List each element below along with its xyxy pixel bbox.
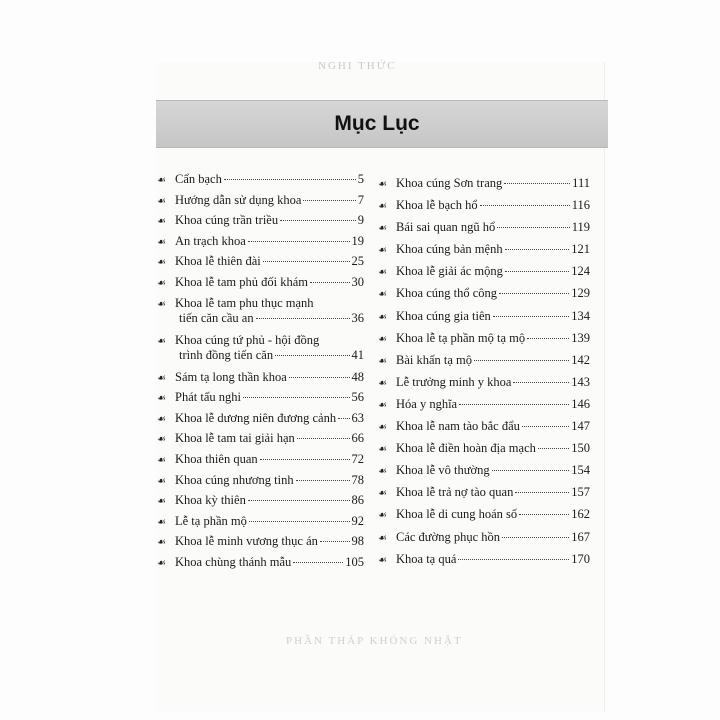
toc-entry-title: trình đồng tiến căn (179, 347, 274, 362)
toc-entry-page: 25 (351, 254, 364, 269)
dot-leader (293, 562, 343, 563)
toc-entry-title: Khoa chùng thánh mẫu (175, 554, 292, 569)
leaf-bullet-icon: ☙ (378, 223, 387, 235)
dot-leader (256, 318, 350, 319)
title-banner (156, 100, 608, 148)
toc-entry (157, 452, 364, 467)
toc-entry-title: Lễ trưởng minh y khoa (396, 374, 512, 389)
leaf-bullet-icon: ☙ (378, 444, 387, 456)
dot-leader (260, 459, 350, 460)
toc-entry-title: Khoa tạ quá (396, 551, 457, 566)
page-title: Mục Lục (334, 112, 420, 135)
toc-entry-title: Khoa cúng bản mệnh (396, 242, 503, 257)
dot-leader (275, 355, 349, 356)
toc-entry-line (175, 275, 364, 290)
leaf-bullet-icon: ☙ (157, 393, 166, 405)
leaf-bullet-icon: ☙ (378, 311, 387, 323)
leaf-bullet-icon: ☙ (157, 454, 166, 466)
toc-entry-title: Sám tạ long thần khoa (175, 369, 287, 384)
toc-entry-line (396, 375, 590, 390)
leaf-bullet-icon: ☙ (157, 277, 166, 289)
leaf-bullet-icon: ☙ (157, 475, 166, 487)
leaf-bullet-icon: ☙ (378, 179, 387, 190)
toc-entry-line (175, 431, 364, 446)
toc-entry-page: 5 (357, 172, 364, 186)
leaf-bullet-icon: ☙ (378, 466, 387, 478)
toc-entry-title: Cẩn bạch (175, 172, 222, 186)
dot-leader (505, 271, 569, 272)
toc-entry-line (396, 441, 590, 456)
toc-entry (157, 193, 364, 208)
toc-entry (378, 198, 590, 213)
toc-entry-line (396, 507, 590, 522)
toc-entry-page: 30 (351, 274, 364, 289)
running-header: NGHI THỨC (318, 60, 397, 72)
toc-entry (157, 555, 364, 570)
toc-entry-line (175, 390, 364, 405)
toc-entry (378, 286, 590, 301)
dot-leader (505, 249, 570, 250)
toc-entry-line (396, 242, 590, 257)
toc-entry-title: Khoa cúng thổ công (396, 286, 498, 301)
toc-entry-page: 157 (571, 485, 590, 500)
dot-leader (338, 418, 349, 419)
toc-entry-page: 143 (571, 374, 590, 389)
toc-entry-page: 116 (571, 198, 590, 213)
toc-entry-line (396, 530, 590, 545)
leaf-bullet-icon: ☙ (157, 537, 166, 549)
toc-entry-line (396, 176, 590, 191)
leaf-bullet-icon: ☙ (378, 554, 387, 566)
leaf-bullet-icon: ☙ (157, 236, 166, 248)
toc-entry (157, 234, 364, 249)
toc-entry-page: 72 (351, 451, 364, 466)
toc-entry-title: Hướng dẫn sử dụng khoa (175, 192, 302, 207)
toc-entry-line (175, 514, 364, 529)
leaf-bullet-icon: ☙ (157, 516, 166, 528)
toc-entry (157, 275, 364, 290)
toc-entry-line (175, 452, 364, 467)
toc-entry-title: An trạch khoa (175, 233, 246, 248)
toc-entry-page: 9 (357, 213, 364, 228)
toc-entry (157, 370, 364, 385)
toc-entry (378, 375, 590, 390)
toc-entry-line (396, 552, 590, 567)
toc-entry (378, 507, 590, 522)
toc-entry (378, 419, 590, 434)
dot-leader (538, 448, 569, 449)
dot-leader (248, 500, 350, 501)
dot-leader (243, 397, 350, 398)
toc-entry-page: 139 (571, 330, 590, 345)
toc-entry-page: 56 (351, 390, 364, 405)
leaf-bullet-icon: ☙ (157, 298, 166, 310)
toc-entry (378, 220, 590, 235)
dot-leader (297, 438, 350, 439)
toc-entry (157, 333, 364, 363)
toc-entry-line (175, 213, 364, 228)
toc-entry-title: Phát tấu nghi (175, 390, 241, 405)
toc-entry (157, 514, 364, 529)
dot-leader (522, 426, 569, 427)
toc-entry-page: 134 (571, 308, 590, 323)
dot-leader (502, 537, 569, 538)
toc-entry-line (396, 286, 590, 301)
toc-entry-line (396, 309, 590, 324)
dot-leader (249, 521, 350, 522)
dot-leader (474, 360, 569, 361)
leaf-bullet-icon: ☙ (378, 355, 387, 367)
toc-entry-title: Các đường phục hồn (396, 529, 500, 544)
toc-entry-title: tiến căn cầu an (179, 310, 254, 325)
toc-entry-title: Khoa lễ nam tào bắc đẩu (396, 419, 520, 434)
toc-entry-page: 78 (351, 472, 364, 487)
toc-entry-title-line1: Khoa cúng tứ phủ - hội đồng (175, 332, 320, 347)
toc-entry-page: 119 (571, 220, 590, 235)
toc-entry-line (396, 264, 590, 279)
toc-entry-title: Khoa cúng nhương tinh (175, 472, 294, 487)
toc-entry-page: 162 (571, 507, 590, 522)
toc-entry-title: Khoa lễ di cung hoán số (396, 507, 518, 522)
toc-entry-page: 63 (351, 410, 364, 425)
toc-entry-page: 41 (351, 347, 364, 362)
toc-entry-line (175, 555, 364, 570)
toc-entry-page: 142 (571, 352, 590, 367)
leaf-bullet-icon: ☙ (378, 289, 387, 301)
toc-entry-title: Khoa lễ bạch hổ (396, 198, 478, 213)
leaf-bullet-icon: ☙ (378, 510, 387, 522)
toc-entry-page: 92 (351, 513, 364, 528)
toc-entry-page: 66 (351, 431, 364, 446)
leaf-bullet-icon: ☙ (157, 216, 166, 228)
toc-entry-page: 121 (571, 242, 590, 257)
toc-entry (157, 296, 364, 326)
toc-left-column (157, 172, 364, 576)
toc-entry (157, 254, 364, 269)
toc-entry-line (175, 234, 364, 249)
toc-entry-title: Lễ tạ phần mộ (175, 513, 247, 528)
toc-entry-line (396, 331, 590, 346)
toc-entry-title: Hóa y nghĩa (396, 396, 458, 411)
toc-entry-line (396, 220, 590, 235)
dot-leader (224, 179, 356, 180)
toc-entry-page: 167 (571, 529, 590, 544)
dot-leader (303, 200, 355, 201)
toc-entry-page: 146 (571, 396, 590, 411)
dot-leader (504, 183, 570, 184)
toc-entry-title: Khoa cúng gia tiên (396, 308, 491, 323)
toc-entry-line (396, 198, 590, 213)
toc-entry-title: Khoa thiên quan (175, 451, 258, 466)
toc-entry (157, 172, 364, 187)
toc-entry-title: Khoa cúng Sơn trang (396, 176, 503, 190)
toc-entry-page: 19 (351, 233, 364, 248)
leaf-bullet-icon: ☙ (378, 399, 387, 411)
toc-entry (378, 264, 590, 279)
toc-entry-line (396, 485, 590, 500)
running-footer: PHẦN THÁP KHÓNG NHẬT (286, 635, 463, 647)
toc-entry (378, 331, 590, 346)
toc-entry-page: 48 (351, 369, 364, 384)
toc-entry-title: Khoa lễ giải ác mộng (396, 264, 503, 279)
toc-entry (157, 493, 364, 508)
leaf-bullet-icon: ☙ (157, 335, 166, 347)
toc-entry-page: 170 (571, 551, 590, 566)
leaf-bullet-icon: ☙ (157, 195, 166, 207)
toc-entry (378, 242, 590, 257)
toc-entry-title: Khoa lễ tam tai giải hạn (175, 431, 295, 446)
toc-entry-line (175, 411, 364, 426)
toc-entry (378, 441, 590, 456)
leaf-bullet-icon: ☙ (378, 377, 387, 389)
leaf-bullet-icon: ☙ (378, 422, 387, 434)
toc-entry-line (175, 254, 364, 269)
dot-leader (248, 241, 350, 242)
toc-entry (378, 485, 590, 500)
leaf-bullet-icon: ☙ (157, 372, 166, 384)
toc-entry-line (396, 353, 590, 368)
toc-entry (157, 390, 364, 405)
toc-entry-line (175, 311, 364, 326)
leaf-bullet-icon: ☙ (157, 175, 166, 186)
toc-entry-title: Bái sai quan ngũ hổ (396, 220, 496, 235)
toc-entry (378, 530, 590, 545)
dot-leader (493, 316, 569, 317)
leaf-bullet-icon: ☙ (157, 434, 166, 446)
toc-entry (378, 176, 590, 191)
dot-leader (515, 492, 569, 493)
dot-leader (296, 480, 350, 481)
toc-entry-line (396, 397, 590, 412)
toc-entry-line (396, 419, 590, 434)
toc-entry-page: 147 (571, 419, 590, 434)
leaf-bullet-icon: ☙ (157, 496, 166, 508)
dot-leader (320, 541, 350, 542)
toc-entry (378, 397, 590, 412)
toc-entry (157, 534, 364, 549)
toc-entry-page: 124 (571, 264, 590, 279)
dot-leader (492, 470, 570, 471)
dot-leader (480, 205, 570, 206)
toc-entry-page: 129 (571, 286, 590, 301)
toc-entry-page: 154 (571, 463, 590, 478)
toc-entry-title: Khoa lễ tam phủ đối khám (175, 274, 308, 289)
toc-entry (378, 353, 590, 368)
toc-entry-title: Khoa lễ dương niên đương cảnh (175, 410, 337, 425)
dot-leader (289, 377, 350, 378)
toc-entry-line (175, 493, 364, 508)
toc-entry-page: 105 (345, 554, 364, 569)
toc-entry-title: Khoa kỳ thiên (175, 493, 246, 508)
toc-entry-title: Khoa lễ tạ phần mộ tạ mộ (396, 330, 526, 345)
toc-entry-line (175, 473, 364, 488)
toc-entry-page: 111 (572, 176, 590, 190)
toc-entry-title: Bài khấn tạ mộ (396, 352, 473, 367)
toc-entry-line (175, 172, 364, 187)
dot-leader (280, 220, 356, 221)
leaf-bullet-icon: ☙ (378, 201, 387, 213)
toc-entry (378, 309, 590, 324)
leaf-bullet-icon: ☙ (157, 557, 166, 569)
leaf-bullet-icon: ☙ (378, 245, 387, 257)
toc-entry-page: 98 (351, 534, 364, 549)
dot-leader (513, 382, 569, 383)
toc-entry (378, 463, 590, 478)
toc-entry (157, 431, 364, 446)
toc-entry (157, 411, 364, 426)
toc-entry-title: Khoa cúng trần triều (175, 213, 279, 228)
leaf-bullet-icon: ☙ (378, 333, 387, 345)
dot-leader (310, 282, 350, 283)
toc-entry-line (396, 463, 590, 478)
leaf-bullet-icon: ☙ (378, 532, 387, 544)
dot-leader (499, 293, 569, 294)
toc-entry-page: 86 (351, 493, 364, 508)
toc-entry-title: Khoa lễ vô thường (396, 463, 490, 478)
toc-entry-page: 150 (571, 441, 590, 456)
toc-entry-line (175, 534, 364, 549)
dot-leader (519, 514, 569, 515)
toc-entry-title-line1: Khoa lễ tam phu thục mạnh (175, 295, 314, 310)
toc-right-column (378, 176, 590, 574)
leaf-bullet-icon: ☙ (157, 257, 166, 269)
toc-entry (378, 552, 590, 567)
toc-entry-line (175, 193, 364, 208)
toc-entry (157, 213, 364, 228)
toc-entry-title: Khoa lễ trả nợ tào quan (396, 485, 514, 500)
toc-entry-line (175, 348, 364, 363)
toc-entry (157, 473, 364, 488)
leaf-bullet-icon: ☙ (378, 267, 387, 279)
toc-entry-title: Khoa lễ thiên đài (175, 254, 261, 269)
toc-entry-line (175, 370, 364, 385)
dot-leader (497, 227, 569, 228)
dot-leader (458, 559, 569, 560)
leaf-bullet-icon: ☙ (157, 413, 166, 425)
dot-leader (527, 338, 569, 339)
toc-entry-title: Khoa lễ điền hoàn địa mạch (396, 441, 536, 456)
toc-entry-page: 36 (351, 310, 364, 325)
toc-entry-page: 7 (357, 192, 364, 207)
dot-leader (459, 404, 569, 405)
leaf-bullet-icon: ☙ (378, 488, 387, 500)
dot-leader (263, 261, 350, 262)
toc-entry-title: Khoa lễ minh vương thục án (175, 534, 318, 549)
